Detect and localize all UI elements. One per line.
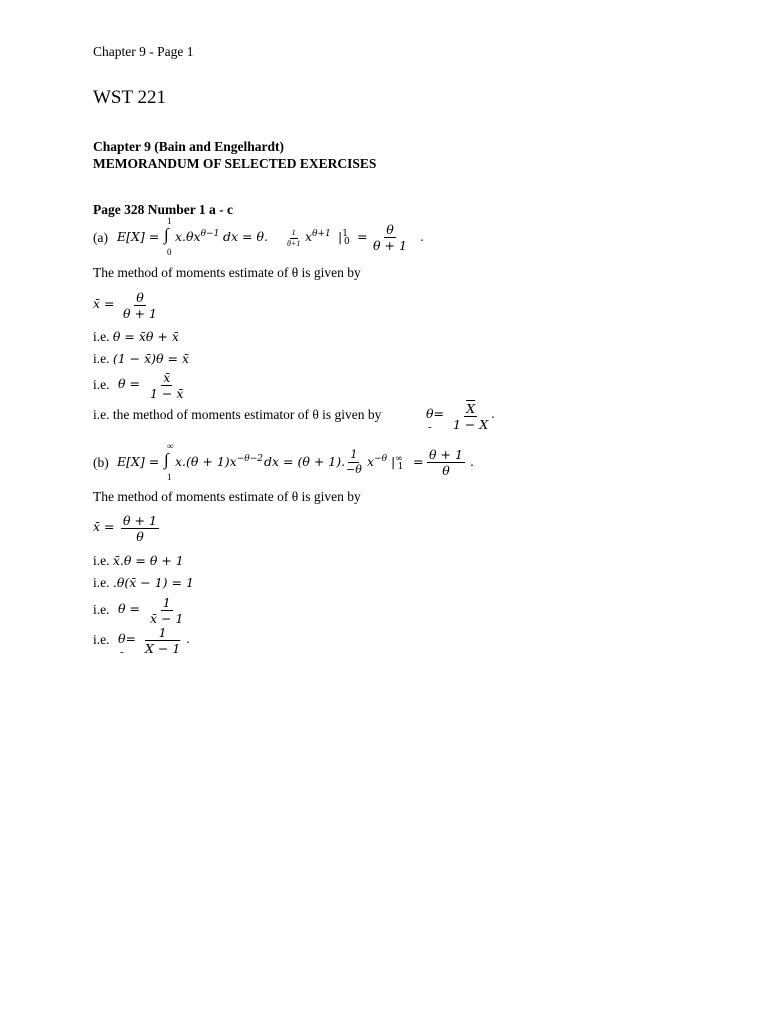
part-a-ex-lhs: E[X] = (117, 229, 160, 244)
part-a-mom-text: The method of moments estimate of θ is given by (93, 265, 361, 280)
part-b-period: . (470, 454, 474, 469)
memo-title: MEMORANDUM OF SELECTED EXERCISES (93, 156, 377, 171)
part-b-eval: $|^\infty_1$ (391, 454, 404, 472)
part-a-step2: i.e. θ = x̄θ + x̄ (93, 329, 179, 344)
part-b-int-upper: ∞ (167, 441, 174, 451)
part-b-mom-text: The method of moments estimate of θ is given by (93, 489, 361, 504)
course-code: WST 221 (93, 87, 167, 108)
page-header: Chapter 9 - Page 1 (93, 44, 194, 59)
part-b-step3: i.e. .θ(x̄ − 1) = 1 (93, 575, 194, 590)
part-b-ex-lhs: E[X] = (117, 454, 160, 469)
part-b-step2: i.e. x̄.θ = θ + 1 (93, 553, 184, 568)
part-a-equals: = (357, 229, 368, 244)
part-a-int-upper: 1 (167, 216, 172, 226)
exercise-heading: Page 328 Number 1 a - c (93, 202, 233, 217)
part-b-integral-sign: ∫ (164, 450, 169, 469)
part-b-integrand: $x.(\theta + 1)x^{-\theta-2}$ (175, 454, 263, 469)
part-b-label: (b) (93, 455, 109, 470)
part-a-integrand: $x.\theta x^{\theta-1}$ (175, 229, 220, 244)
part-a-eval: $|^1_0$ (338, 229, 350, 247)
part-a-int-lower: 0 (167, 247, 172, 257)
part-a-label: (a) (93, 230, 108, 245)
part-b-result-fraction: $\frac{\theta + 1}{\theta}$ (429, 447, 463, 479)
part-a-period: . (420, 229, 424, 244)
part-a-integral-sign: ∫ (164, 225, 169, 244)
part-b-small-fraction: $\frac{1}{-\theta}$ (346, 448, 362, 476)
part-b-equals: = (413, 454, 424, 469)
part-b-int-lower: 1 (167, 472, 172, 482)
part-a-small-fraction: $\frac{1}{\theta+1}$ (287, 228, 301, 249)
part-b-x-power: $x^{-\theta}$ (367, 454, 388, 469)
chapter-title: Chapter 9 (Bain and Engelhardt) (93, 139, 285, 154)
part-a-x-power: $x^{\theta+1}$ (305, 229, 331, 244)
part-a-step3: i.e. (1 − x̄)θ = x̄ (93, 351, 190, 366)
part-a-result-fraction: $\frac{\theta}{\theta + 1}$ (373, 222, 407, 254)
part-a-dx: dx = θ. (223, 229, 268, 244)
part-b-dx: dx = (θ + 1). (264, 454, 346, 469)
